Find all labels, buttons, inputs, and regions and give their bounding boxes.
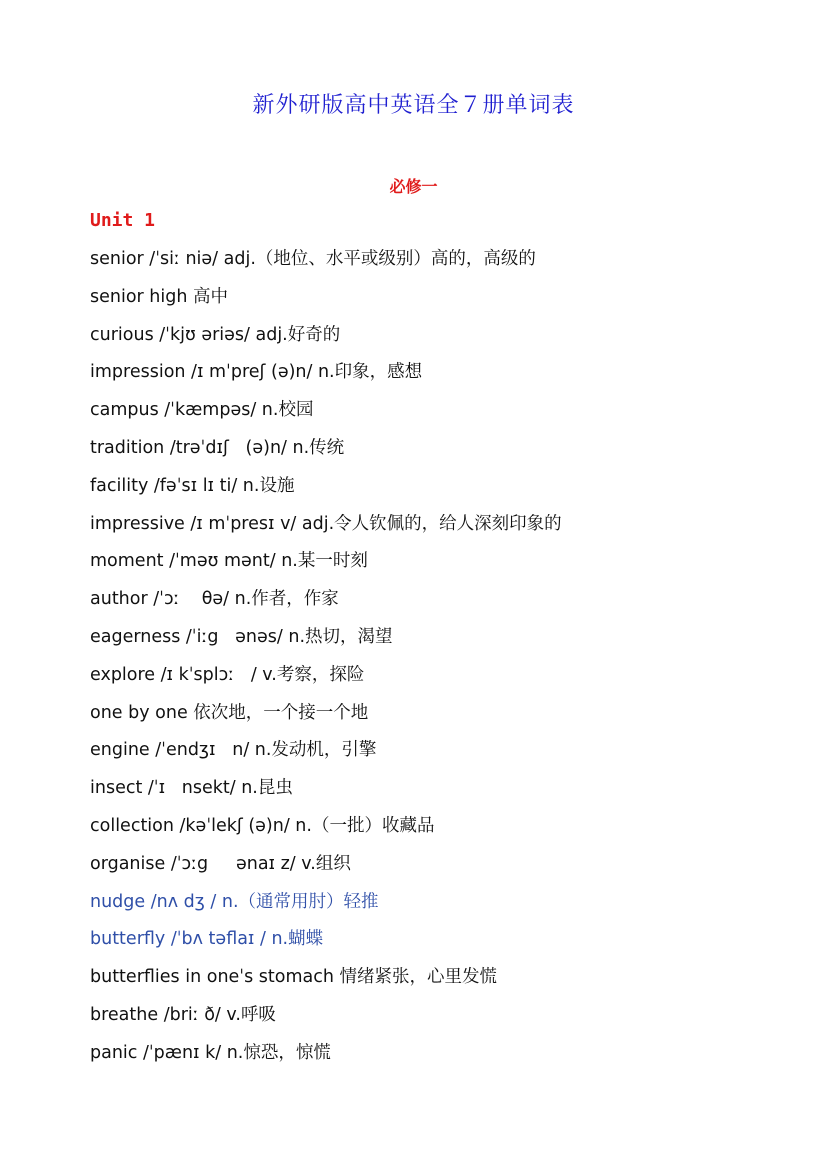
vocab-entry: moment /ˈməʊ mənt/ n.某一时刻: [90, 551, 368, 572]
vocab-entry: one by one 依次地，一个接一个地: [90, 702, 369, 723]
vocab-entry: impressive /ɪ mˈpresɪ v/ adj.令人钦佩的，给人深刻印象的: [90, 513, 562, 534]
vocab-entry: butterfly /ˈbʌ təflaɪ / n.蝴蝶: [90, 929, 324, 950]
vocab-entry: breathe /briː ð/ v.呼吸: [90, 1004, 276, 1025]
vocab-entry: explore /ɪ kˈsplɔː / v.考察，探险: [90, 664, 365, 685]
vocab-entry: butterflies in oneˈs stomach 情绪紧张，心里发慌: [90, 967, 498, 988]
vocab-entry: tradition /trəˈdɪʃ (ə)n/ n.传统: [90, 437, 345, 458]
vocab-entry: panic /ˈpænɪ k/ n.惊恐，惊慌: [90, 1042, 331, 1063]
vocab-entry: nudge /nʌ dʒ / n.（通常用肘）轻推: [90, 891, 379, 912]
vocab-entry: author /ˈɔː θə/ n.作者，作家: [90, 589, 339, 610]
vocab-entry: insect /ˈɪ nsekt/ n.昆虫: [90, 778, 293, 799]
document-title: 新外研版高中英语全７册单词表: [252, 93, 575, 118]
vocabulary-list: [90, 246, 790, 1078]
vocab-entry: impression /ɪ mˈpreʃ (ə)n/ n.印象，感想: [90, 362, 423, 383]
vocab-entry: organise /ˈɔːg ənaɪ z/ v.组织: [90, 853, 351, 874]
vocab-entry: campus /ˈkæmpəs/ n.校园: [90, 400, 314, 421]
vocab-entry: curious /ˈkjʊ əriəs/ adj.好奇的: [90, 324, 341, 345]
vocab-entry: eagerness /ˈiːg ənəs/ n.热切，渴望: [90, 626, 393, 647]
vocab-entry: collection /kəˈlekʃ (ə)n/ n.（一批）收藏品: [90, 815, 435, 836]
vocab-entry: engine /ˈendʒɪ n/ n.发动机，引擎: [90, 740, 377, 761]
vocab-entry: senior high 高中: [90, 286, 229, 307]
unit-heading: Unit 1: [90, 210, 156, 231]
vocab-entry: facility /fəˈsɪ lɪ ti/ n.设施: [90, 475, 295, 496]
vocab-entry: senior /ˈsiː niə/ adj.（地位、水平或级别）高的，高级的: [90, 249, 536, 269]
section-title: 必修一: [389, 177, 438, 196]
